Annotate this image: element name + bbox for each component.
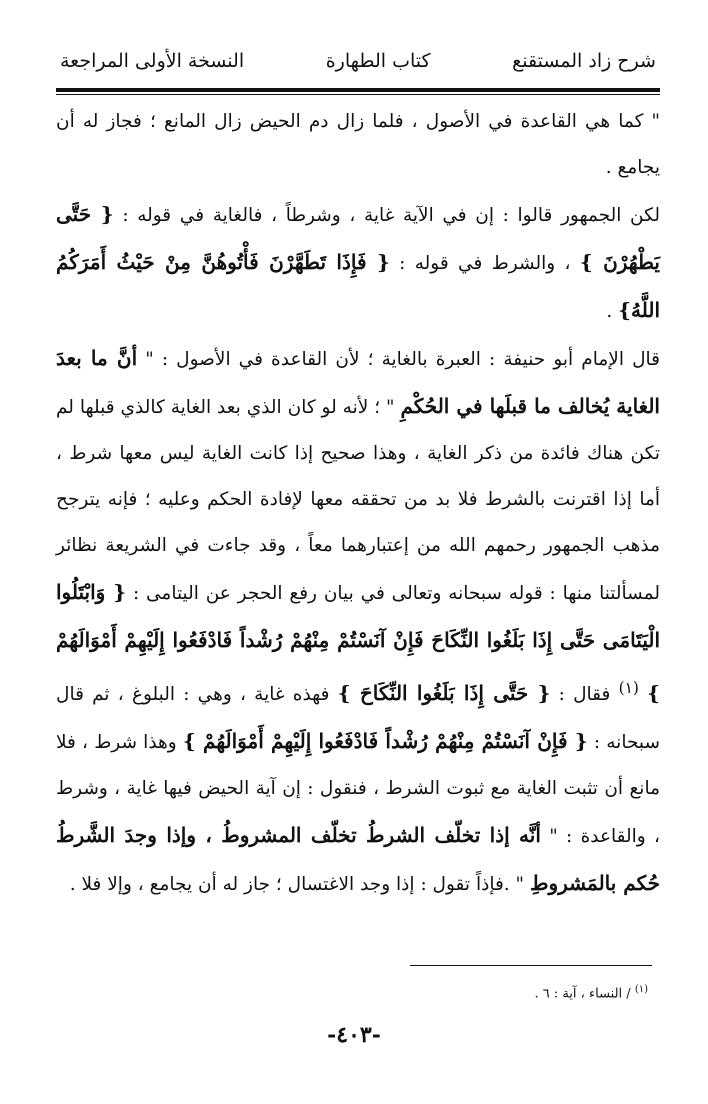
text-run: " .فإذاً تقول : إذا وجد الاغتسال ؛ جاز له أن يجامع ، وإلا فلا .	[69, 874, 525, 896]
text-run: " كما هي القاعدة في الأصول ، فلما زال دم الحيض زال المانع ؛ فجاز له أن يجامع .	[56, 111, 660, 178]
footnote-text: / النساء ، آية : ٦ .	[534, 986, 635, 1002]
body-text	[56, 99, 660, 908]
header-rule-thick	[56, 88, 660, 92]
running-header	[56, 50, 660, 82]
text-run: وهذا شرط ، فلا مانع أن تثبت الغاية مع ثبوت الشرط ، فنقول : إن آية الحيض فيها غاية ، وشرط ، والقاعدة : "	[56, 732, 660, 848]
paragraph	[56, 99, 660, 191]
header-book-title: شرح زاد المستقنع	[512, 50, 656, 72]
header-chapter: كتاب الطهارة	[325, 50, 431, 72]
text-run: " ؛ لأنه لو كان الذي بعد الغاية كالذي قبلها لم تكن هناك فائدة من ذكر الغاية ، وهذا صحيح إذا كانت الغاية ليس معها شرط ، أما إذا اقترنت بالشرط فلا بد من تحققه معها لإفادة الحكم وعليه ؛ فإنه يترجح مذهب الجمهور رحمهم الله من إعتبارهما معاً ، وقد جاءت في الشريعة نظائر لمسألتنا منها : قوله سبحانه وتعالى في بيان رفع الحجر عن اليتامى :	[56, 397, 660, 604]
text-run: قال الإمام أبو حنيفة : العبرة بالغاية ؛ لأن القاعدة في الأصول : "	[137, 349, 660, 370]
footnote-separator	[410, 965, 652, 966]
header-edition: النسخة الأولى المراجعة	[60, 50, 245, 72]
quoted-text: { وَابْتَلُوا الْيَتَامَى حَتَّى إِذَا بَلَغُوا النِّكَاحَ فَإِنْ آنَسْتُمْ مِنْهُمْ رُشْداً فَادْفَعُوا إِلَيْهِمْ أَمْوَالَهُمْ }	[56, 580, 660, 706]
paragraph	[56, 191, 660, 335]
footnote	[534, 984, 648, 1001]
page	[56, 50, 660, 908]
text-run: لكن الجمهور قالوا : إن في الآية غاية ، وشرطاً ، فالغاية في قوله :	[122, 205, 660, 226]
quoted-text: أنَّه إذا تخلّف الشرطُ تخلّف المشروطُ ، وإذا وجدَ الشَّرطُ حُكم بالمَشروطِ	[56, 823, 660, 896]
text-run: .	[606, 301, 613, 322]
quoted-text: أنَّ ما بعدَ الغاية يُخالف ما قبلَها في الحُكْمِ	[56, 346, 660, 418]
quoted-text: { فَإِنْ آنَسْتُمْ مِنْهُمْ رُشْداً فَادْفَعُوا إِلَيْهِمْ أَمْوَالَهُمْ }	[182, 729, 588, 754]
footnote-reference: (١)	[618, 679, 639, 697]
footnote-marker: (١)	[634, 984, 648, 995]
paragraph	[56, 335, 660, 908]
text-run: ، والشرط في قوله :	[399, 253, 571, 274]
page-number: -٤٠٣-	[327, 1022, 381, 1048]
text-run: فهذه غاية ، وهي : البلوغ ، ثم قال سبحانه :	[56, 684, 660, 754]
header-rule-thin	[56, 94, 660, 95]
quoted-text: { فَإِذَا تَطَهَّرْنَ فَأْتُوهُنَّ مِنْ حَيْثُ أَمَرَكُمُ اللَّهُ}	[56, 250, 660, 322]
quoted-text: { حَتَّى يَطْهُرْنَ }	[56, 202, 661, 274]
text-run: فقال :	[558, 684, 611, 706]
quoted-text: { حَتَّى إِذَا بَلَغُوا النِّكَاحَ }	[337, 681, 551, 706]
